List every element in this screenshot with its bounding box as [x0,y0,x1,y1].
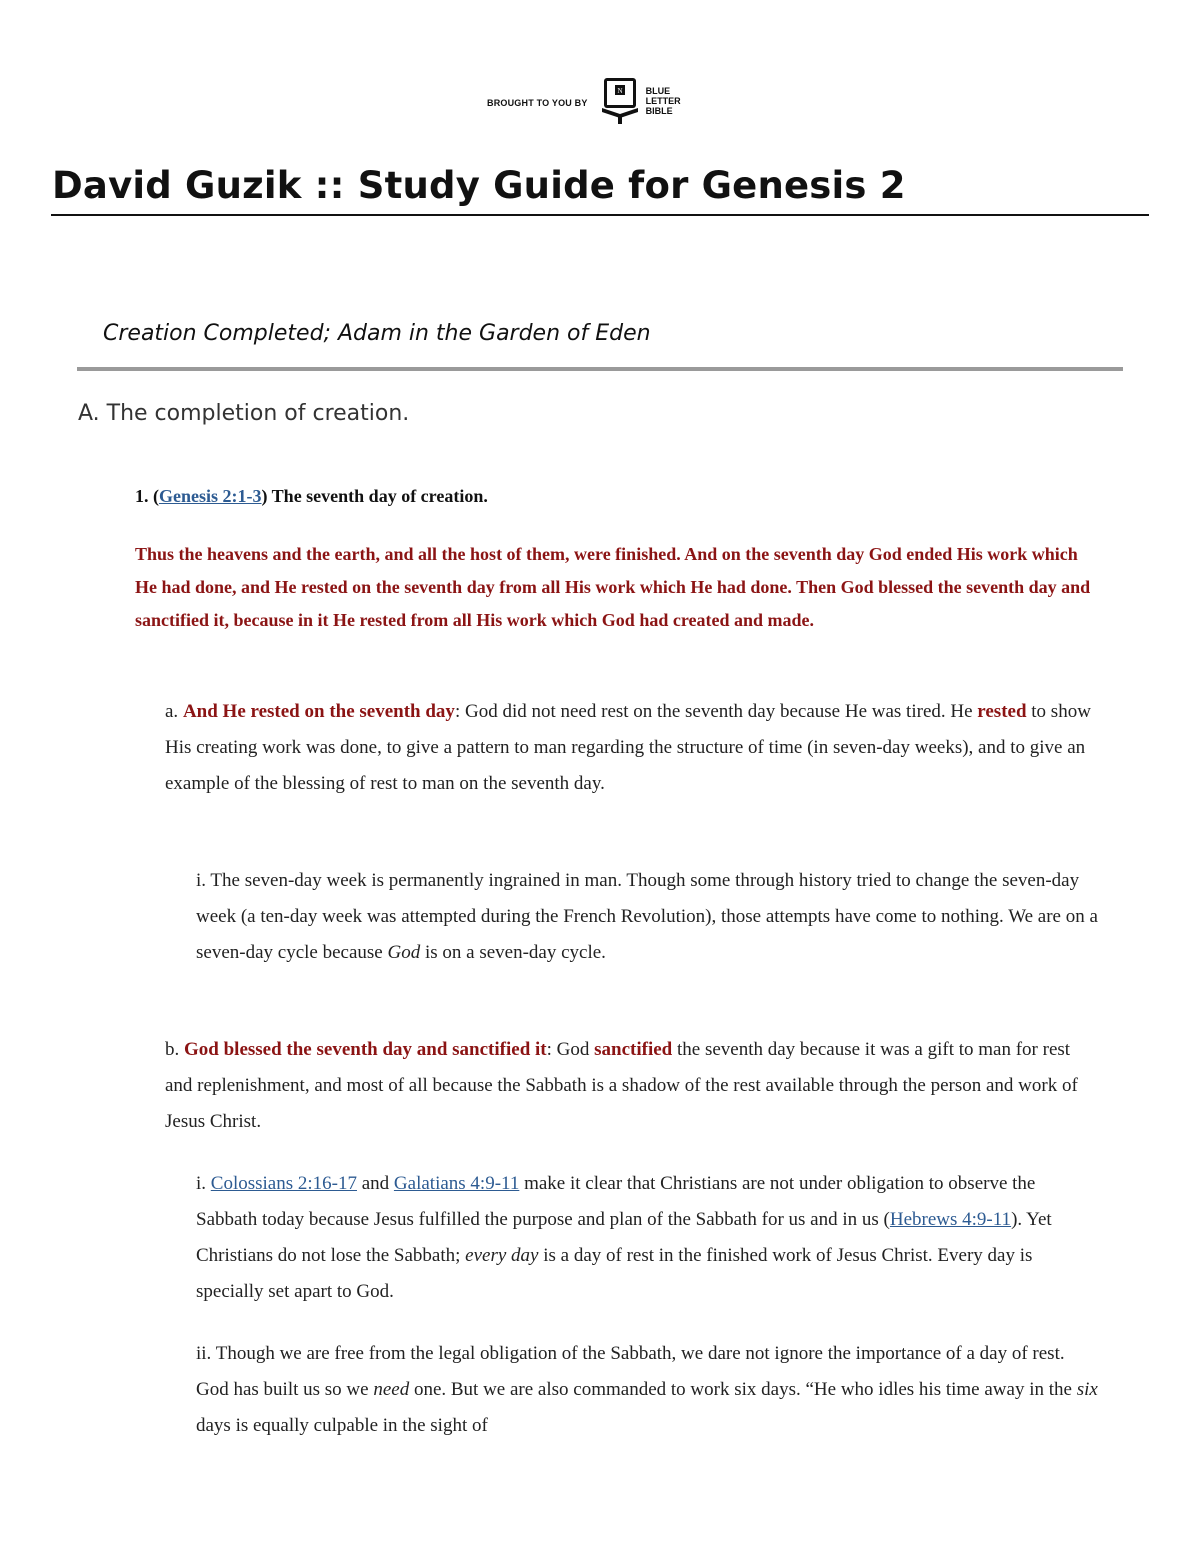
commentary-b-ii [196,1336,1100,1444]
para-text: days is equally culpable in the sight of [196,1415,488,1436]
scripture-passage: Thus the heavens and the earth, and all the host of them, were finished. And on the seventh day God ended His work which He had done, and He rested on the seventh day from all His work which He had done. Then God blessed the seventh day and sanctified it, because in it He rested from all His work which God had created and made. [135,544,1091,630]
svg-text:N: N [617,87,623,95]
brand-banner [487,74,681,126]
para-text: : God [546,1039,595,1060]
para-text: : God did not need rest on the seventh day because He was tired. He [454,701,978,722]
para-label: i. [196,1173,211,1194]
para-text: is a day of rest in the finished work of Jesus Christ. Every day is specially set apart to God. [196,1245,1033,1302]
commentary-b-i [196,1166,1100,1310]
para-text: and [356,1173,394,1194]
para-text: ii. Though we are free from the legal obligation of the Sabbath, we dare not ignore the importance of a day of rest. God has built us so we [196,1343,1065,1400]
keyword: God blessed the seventh day and sanctified it [184,1039,547,1060]
point-heading [135,486,488,507]
point-text: The seventh day of creation. [267,486,488,506]
section-text: The completion of creation. [99,401,410,426]
para-text: one. But we are also commanded to work six days. “He who idles his time away in the [409,1379,1077,1400]
para-text: the seventh day because it was a gift to man for rest and replenishment, and most of all because the Sabbath is a shadow of the rest available through the person and work of Jesus Christ. [165,1039,1078,1132]
para-text: i. The seven-day week is permanently ingrained in man. Though some through history tried to change the seven-day week (a ten-day week was attempted during the French Revolution), those attempts have come to nothing. We are on a seven-day cycle because [196,870,1098,963]
point-number: 1. ( [135,486,159,506]
para-text: to show His creating work was done, to give a pattern to man regarding the structure of time (in seven-day weeks), and to give an example of the blessing of rest to man on the seventh day. [165,701,1091,794]
brand-tagline: BROUGHT TO YOU BY [487,98,588,108]
section-marker: A. [78,401,100,426]
chapter-subtitle: Creation Completed; Adam in the Garden of Eden [103,321,651,346]
emphasis: God [387,942,421,963]
scripture-link-hebrews[interactable]: Hebrews 4:9-11 [889,1209,1012,1230]
page-title: David Guzik :: Study Guide for Genesis 2 [52,164,906,207]
brand-name [646,86,681,116]
title-divider [51,214,1149,216]
keyword: And He rested on the seventh day [182,701,455,722]
scripture-link-genesis[interactable]: Genesis 2:1-3 [159,486,262,506]
para-text: is on a seven-day cycle. [420,942,606,963]
commentary-a-i [196,863,1100,971]
commentary-b [165,1032,1100,1140]
open-bible-icon [600,74,640,126]
scripture-link-galatians[interactable]: Galatians 4:9-11 [393,1173,520,1194]
para-label: b. [165,1039,184,1060]
emphasis: every day [465,1245,539,1266]
para-label: a. [165,701,183,722]
keyword: sanctified [594,1039,673,1060]
point-close: ) [261,486,268,506]
commentary-a [165,694,1100,802]
scripture-link-colossians[interactable]: Colossians 2:16-17 [210,1173,357,1194]
subtitle-divider [77,367,1123,371]
emphasis: need [373,1379,410,1400]
section-heading [78,401,409,426]
brand-name-line1: BLUE [645,86,671,96]
brand-name-line2: LETTER [645,96,681,106]
emphasis: six [1076,1379,1098,1400]
brand-name-line3: BIBLE [645,106,673,116]
para-text: make it clear that Christians are not under obligation to observe the Sabbath today because Jesus fulfilled the purpose and plan of the Sabbath for us and in us ( [196,1173,1036,1230]
para-text: ). Yet Christians do not lose the Sabbath; [196,1209,1052,1266]
keyword: rested [977,701,1027,722]
